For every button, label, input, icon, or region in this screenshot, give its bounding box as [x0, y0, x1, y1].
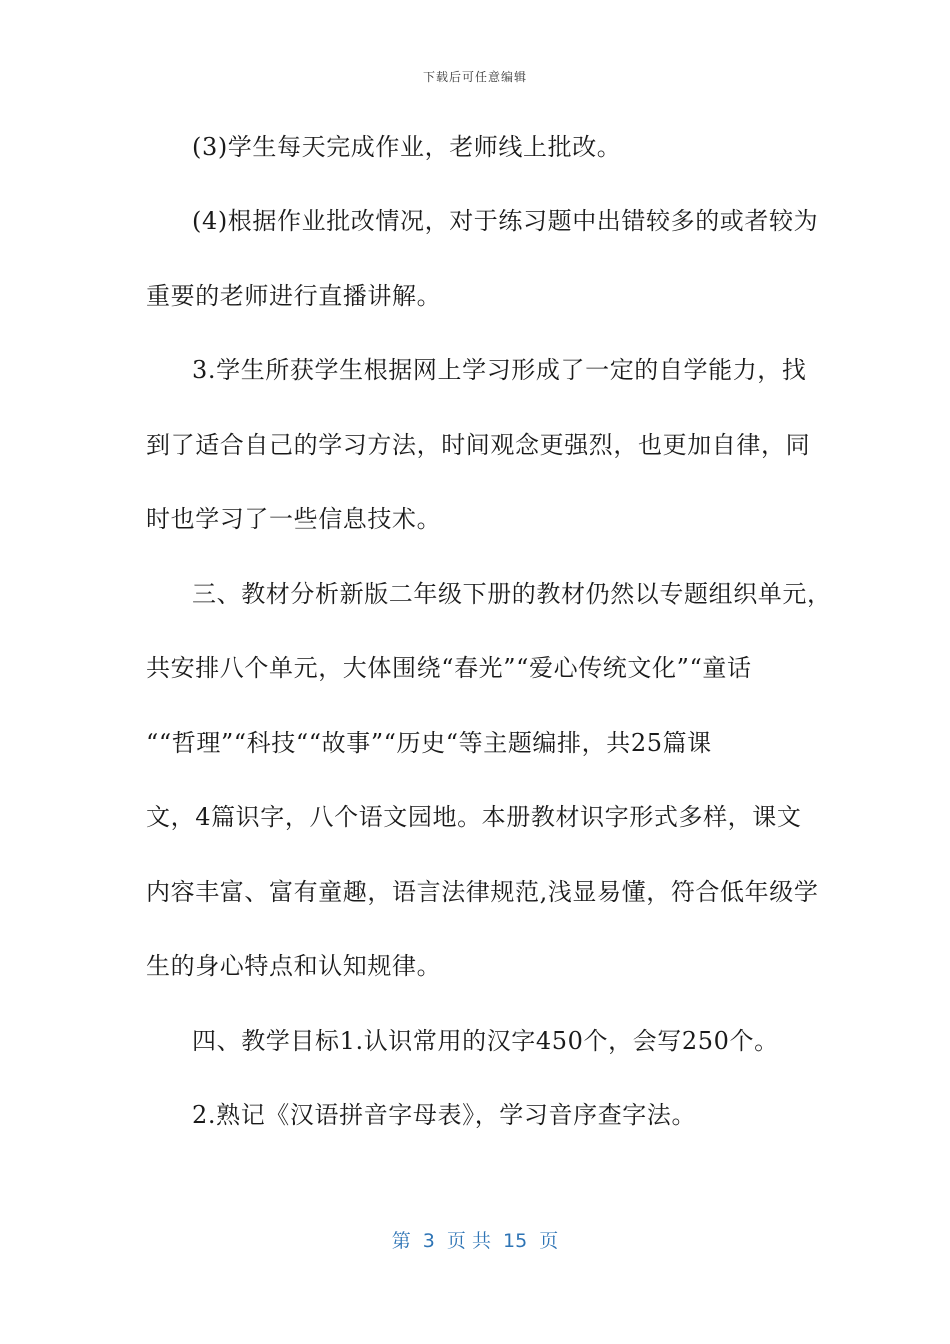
- paragraph-line-5: 到了适合自己的学习方法，时间观念更强烈，也更加自律，同: [146, 431, 811, 459]
- page-number-footer: 第 3 页 共 15 页: [391, 1230, 559, 1252]
- paragraph-line-14: 2.熟记《汉语拼音字母表》，学习音序查字法。: [192, 1101, 697, 1129]
- paragraph-line-6: 时也学习了一些信息技术。: [146, 505, 442, 533]
- paragraph-line-2: (4)根据作业批改情况，对于练习题中出错较多的或者较为: [192, 207, 819, 235]
- paragraph-line-12: 生的身心特点和认知规律。: [146, 952, 442, 980]
- paragraph-line-11: 内容丰富、富有童趣，语言法律规范,浅显易懂，符合低年级学: [146, 878, 819, 906]
- paragraph-line-10: 文，4篇识字，八个语文园地。本册教材识字形式多样，课文: [146, 803, 802, 831]
- paragraph-line-9: ““哲理”“科技““故事”“历史“等主题编排，共25篇课: [146, 729, 712, 757]
- paragraph-line-4: 3.学生所获学生根据网上学习形成了一定的自学能力，找: [192, 356, 807, 384]
- paragraph-line-1: (3)学生每天完成作业，老师线上批改。: [192, 133, 622, 161]
- paragraph-line-3: 重要的老师进行直播讲解。: [146, 282, 442, 310]
- paragraph-line-13: 四、教学目标1.认识常用的汉字450个，会写250个。: [192, 1027, 779, 1055]
- header-note: 下载后可任意编辑: [422, 70, 527, 84]
- paragraph-line-8: 共安排八个单元，大体围绕“春光”“爱心传统文化”“童话: [146, 654, 752, 682]
- paragraph-line-7: 三、教材分析新版二年级下册的教材仍然以专题组织单元，: [192, 580, 832, 608]
